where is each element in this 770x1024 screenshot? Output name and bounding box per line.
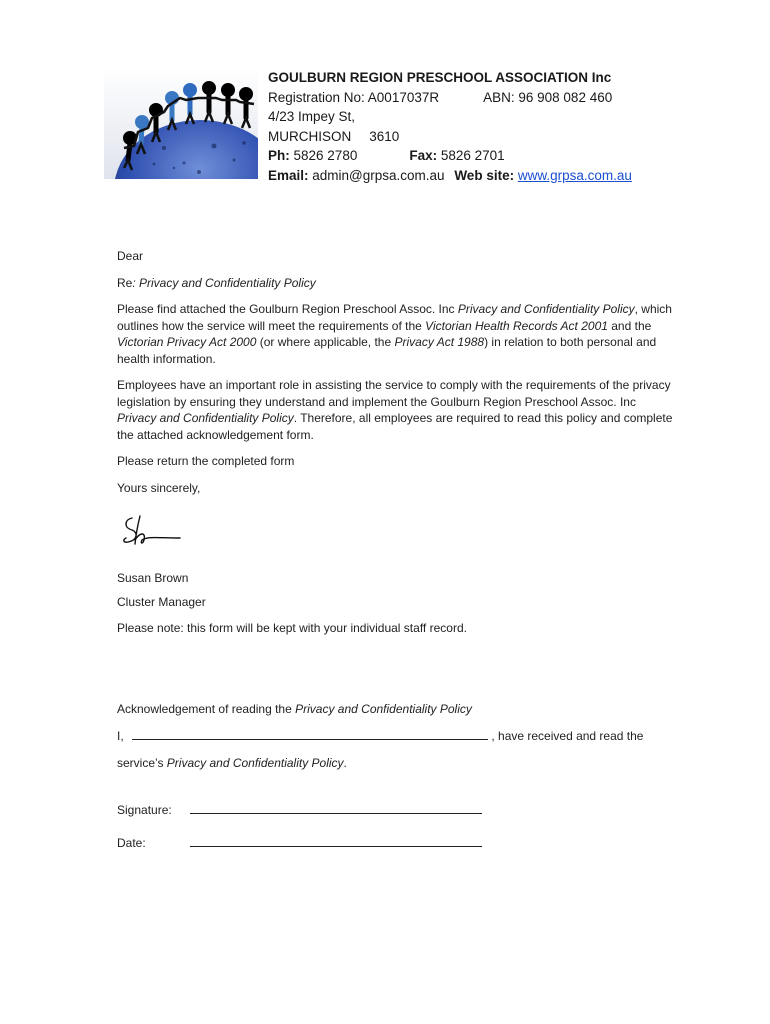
employee-name-field[interactable] — [132, 727, 488, 740]
phone-label: Ph: — [268, 148, 290, 163]
fax-label: Fax: — [409, 148, 438, 163]
email-label: Email: — [268, 167, 309, 183]
return-instruction: Please return the completed form — [117, 454, 295, 468]
website-link[interactable]: www.grpsa.com.au — [517, 167, 632, 183]
email-address: admin@grpsa.com.au — [312, 167, 445, 183]
handwritten-signature — [118, 510, 188, 550]
closing: Yours sincerely, — [117, 480, 201, 495]
registration-row — [268, 88, 632, 108]
date-label: Date: — [117, 835, 146, 850]
website-label: Web site: — [454, 167, 515, 183]
paragraph-employees: Employees have an important role in assisting the service to comply with the requirements of the privacy legislation by ensuring they understand and implement the Goulburn Region Preschool Assoc. Inc Privacy and Confidentiality Policy. Therefore, all employees are required to read this policy and complete the attached acknowledgement form. — [117, 378, 673, 442]
association-logo — [104, 68, 258, 179]
registration-number: Registration No: A0017037R — [268, 89, 440, 105]
signature-label: Signature: — [117, 803, 172, 817]
address-line-1: 4/23 Impey St, — [268, 109, 356, 124]
subject-title: : Privacy and Confidentiality Policy — [132, 275, 316, 290]
address-line-2 — [268, 127, 632, 147]
signature-row — [117, 801, 677, 819]
paragraph-attachment: Please find attached the Goulburn Region Preschool Assoc. Inc Privacy and Confidentiality Policy, which outlines how the service will meet the requirements of the Victorian Health Records Act 2001 and the Victorian Privacy Act 2000 (or where applicable, the Privacy Act 1988) in relation to both personal and health information. — [117, 302, 672, 366]
email-web-row — [268, 166, 632, 186]
signature-field[interactable] — [190, 801, 482, 814]
phone-fax-row — [268, 146, 632, 166]
acknowledgement-name-row: I, , have received and read the — [117, 729, 644, 743]
signer-title: Cluster Manager — [117, 594, 206, 609]
letter-body — [117, 248, 677, 851]
organisation-name: GOULBURN REGION PRESCHOOL ASSOCIATION Inc — [268, 70, 612, 85]
signer-name: Susan Brown — [117, 571, 189, 585]
abn-number: ABN: 96 908 082 460 — [483, 89, 613, 105]
address-town: MURCHISON — [268, 128, 352, 144]
salutation: Dear — [117, 249, 144, 263]
date-row — [117, 834, 677, 852]
address-postcode: 3610 — [369, 128, 400, 144]
date-field[interactable] — [190, 834, 482, 847]
staff-record-note: Please note: this form will be kept with your individual staff record. — [117, 621, 467, 635]
fax-number: 5826 2701 — [440, 148, 505, 163]
acknowledgement-heading: Acknowledgement of reading the Privacy and Confidentiality Policy — [117, 701, 472, 716]
letterhead — [268, 68, 632, 185]
phone-number: 5826 2780 — [293, 148, 358, 163]
acknowledgement-policy-line: service’s Privacy and Confidentiality Policy. — [117, 755, 347, 770]
subject-line: Re: Privacy and Confidentiality Policy — [117, 275, 316, 290]
